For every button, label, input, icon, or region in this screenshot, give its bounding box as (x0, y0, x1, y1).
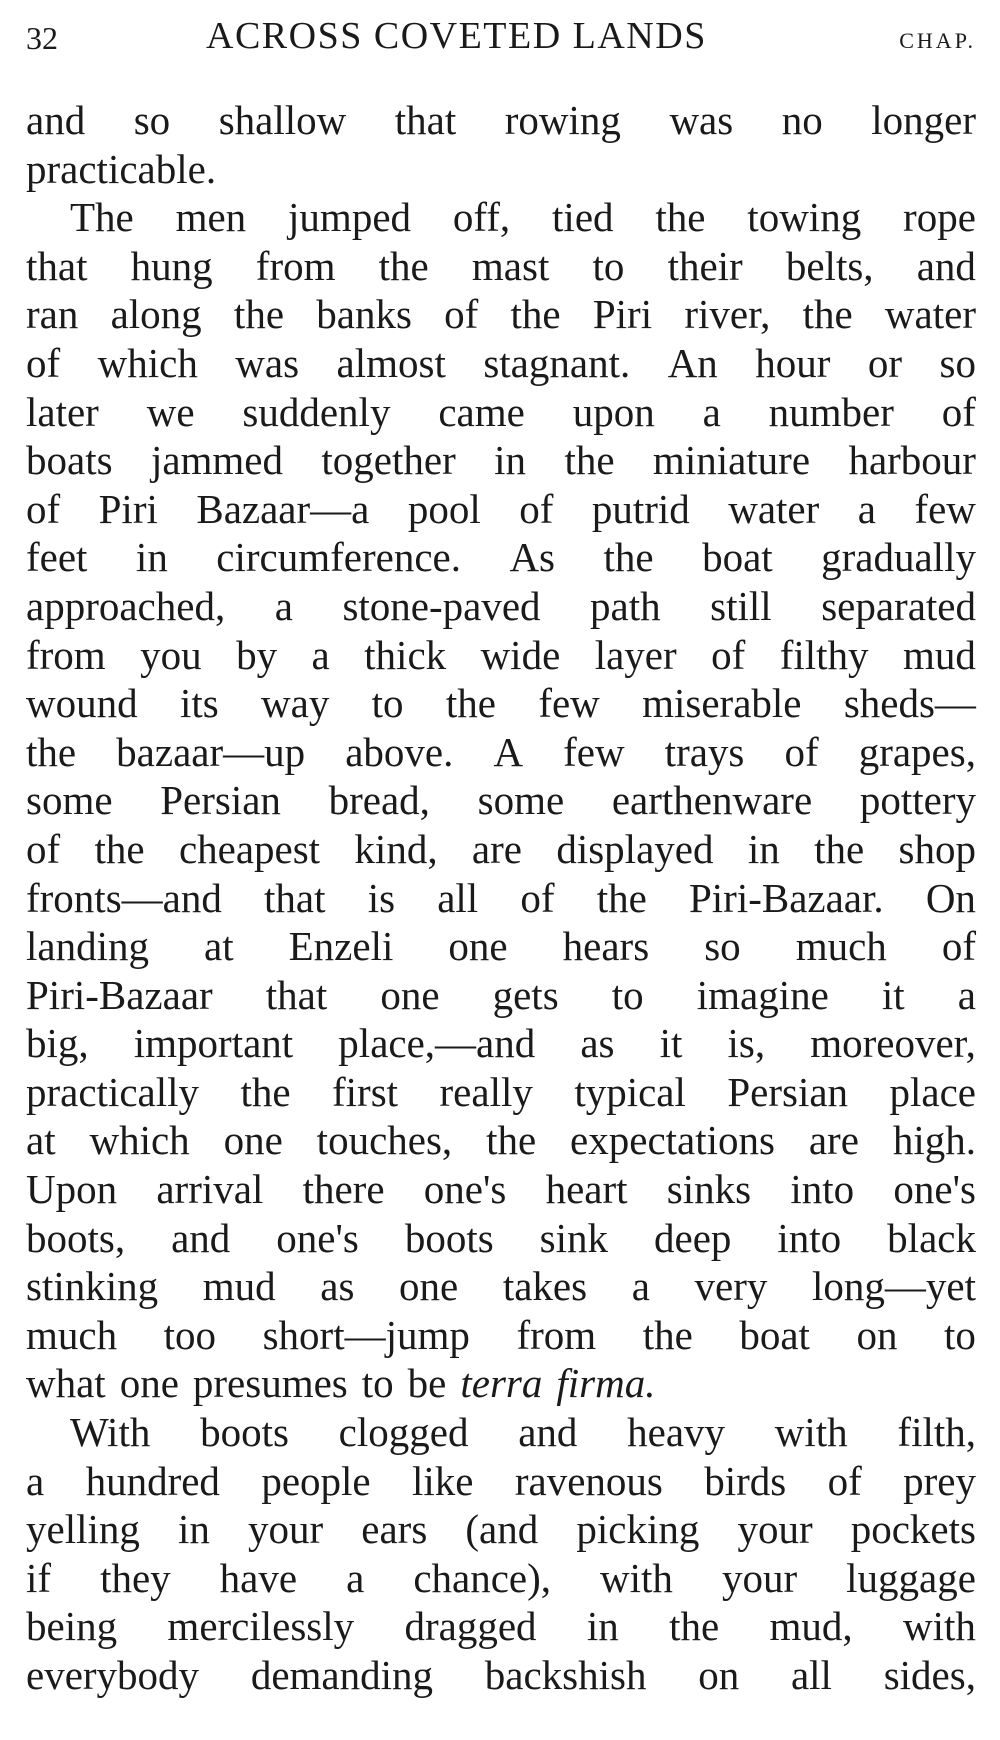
word: the (655, 194, 706, 241)
word: short—jump (262, 1311, 470, 1358)
word: be (407, 1360, 447, 1407)
word: and (518, 1409, 578, 1456)
word: few (914, 485, 976, 532)
text-line (26, 96, 976, 145)
word: circumference. (216, 534, 461, 581)
word: ravenous (514, 1457, 663, 1504)
word: mud, (769, 1603, 853, 1650)
word: on (698, 1652, 740, 1698)
word: few (538, 680, 600, 727)
word: heart (545, 1166, 628, 1213)
word: everybody (26, 1652, 200, 1698)
word: bread, (328, 777, 430, 824)
word: Bazaar—a (196, 485, 370, 532)
word: hour (755, 339, 831, 386)
word: mast (471, 242, 550, 289)
word: luggage (846, 1554, 976, 1601)
text-line (26, 631, 976, 680)
word: practically (26, 1068, 200, 1115)
word: pockets (850, 1506, 976, 1553)
word: On (925, 874, 976, 921)
word: ears (361, 1506, 428, 1553)
word: typical (574, 1068, 686, 1115)
word: filth, (897, 1409, 976, 1456)
word: prey (903, 1457, 976, 1504)
text-line (26, 1311, 976, 1360)
word: to (361, 1360, 394, 1407)
word: terra (460, 1360, 543, 1407)
word: thick (364, 631, 447, 678)
word: grapes, (858, 728, 976, 775)
word: of (784, 728, 819, 775)
word: came (438, 388, 525, 435)
word: yelling (26, 1506, 140, 1553)
word: as (320, 1263, 355, 1310)
word: gradually (821, 534, 976, 581)
word: and (916, 242, 976, 289)
word: With (70, 1409, 151, 1456)
word: one's (276, 1214, 359, 1261)
word: into (777, 1214, 842, 1261)
word: filthy (779, 631, 869, 678)
word: from (516, 1311, 597, 1358)
text-line (26, 1262, 976, 1311)
word: still (710, 582, 772, 629)
word: are (808, 1117, 859, 1164)
word: it (659, 1020, 683, 1067)
word: some (477, 777, 565, 824)
word: longer (871, 97, 976, 143)
word: too (163, 1311, 217, 1358)
text-line (26, 1457, 976, 1506)
word: was (235, 339, 300, 386)
word: birds (704, 1457, 787, 1504)
word: Upon (26, 1166, 118, 1213)
word: miserable (642, 680, 802, 727)
word: off, (452, 194, 511, 241)
word: together (321, 437, 456, 484)
word: boat (739, 1311, 810, 1358)
word: An (667, 339, 718, 386)
word: The (70, 194, 134, 241)
text-line (26, 1408, 976, 1457)
word: wound (26, 680, 138, 727)
text-line (26, 1019, 976, 1068)
text-line (26, 582, 976, 631)
text-line (26, 193, 976, 242)
word: is (367, 874, 396, 921)
word: few (563, 728, 625, 775)
word: with (903, 1603, 976, 1650)
word: what (26, 1360, 106, 1407)
word: first (332, 1068, 399, 1115)
text-line (26, 971, 976, 1020)
text-line (26, 1068, 976, 1117)
word: of (26, 485, 61, 532)
word: it (881, 971, 905, 1018)
word: one (399, 1263, 459, 1310)
text-line (26, 1214, 976, 1263)
word: Piri (98, 485, 158, 532)
text-line (26, 728, 976, 777)
word: or (867, 339, 903, 386)
word: high. (892, 1117, 976, 1164)
word: heavy (627, 1409, 726, 1456)
word: hears (562, 923, 650, 970)
word: black (887, 1214, 976, 1261)
word: banks (316, 291, 412, 338)
word: the (642, 1311, 693, 1358)
word: at (204, 923, 234, 970)
word: touches, (316, 1117, 453, 1164)
word: sides, (883, 1652, 976, 1698)
text-line (26, 145, 976, 194)
word: so (939, 339, 976, 386)
word: (and (465, 1506, 539, 1553)
word: one (380, 971, 440, 1018)
word: boats (26, 437, 113, 484)
word: place,—and (338, 1020, 536, 1067)
word: if (26, 1554, 52, 1601)
word: so (704, 923, 741, 970)
word: a (702, 388, 721, 435)
word: hung (130, 242, 213, 289)
word: the (596, 874, 647, 921)
word: deep (654, 1214, 732, 1261)
word: of (711, 631, 746, 678)
word: suddenly (242, 388, 391, 435)
word: one (223, 1117, 283, 1164)
word: big, (26, 1020, 89, 1067)
word: so (133, 97, 171, 143)
page-number: 32 (26, 20, 58, 56)
text-line (26, 1359, 976, 1408)
word: the (233, 291, 285, 338)
word: by (236, 631, 278, 678)
word: being (26, 1603, 118, 1650)
word: Persian (160, 777, 281, 824)
word: As (509, 534, 556, 581)
word: in (135, 534, 168, 581)
word: path (590, 582, 661, 629)
word: the (814, 825, 865, 872)
word: was (669, 97, 734, 143)
word: the (445, 680, 496, 727)
word: displayed (556, 825, 714, 872)
text-line (26, 436, 976, 485)
word: kind, (354, 825, 438, 872)
word: fronts—and (26, 874, 222, 921)
word: like (411, 1457, 474, 1504)
word: are (471, 825, 522, 872)
word: one's (423, 1166, 507, 1213)
word: shallow (218, 97, 347, 143)
word: pool (407, 485, 481, 532)
word: mercilessly (167, 1603, 355, 1650)
word: way (261, 680, 330, 727)
word: the (94, 825, 145, 872)
word: mud (202, 1263, 276, 1310)
word: one (119, 1360, 179, 1407)
word: in (586, 1603, 619, 1650)
word: the (603, 534, 654, 581)
word: place (889, 1068, 976, 1115)
word: above. (345, 728, 454, 775)
word: water (884, 291, 976, 338)
word: their (667, 242, 743, 289)
text-line (26, 1505, 976, 1554)
word: imagine (696, 971, 829, 1018)
word: chance), (413, 1554, 552, 1601)
word: of (520, 874, 555, 921)
word: they (100, 1554, 171, 1601)
chapter-label: CHAP. (899, 28, 976, 53)
word: from (26, 631, 106, 678)
word: A (493, 728, 524, 775)
word: that (394, 97, 457, 143)
word: in (747, 825, 780, 872)
word: some (26, 777, 113, 824)
text-line (26, 776, 976, 825)
text-line (26, 1116, 976, 1165)
word: stagnant. (483, 339, 631, 386)
word: Piri-Bazaar. (688, 874, 884, 921)
word: the (802, 291, 853, 338)
word: that (26, 242, 88, 289)
word: gets (492, 971, 559, 1018)
text-line (26, 1651, 976, 1700)
word: trays (664, 728, 745, 775)
text-line (26, 290, 976, 339)
word: which (89, 1117, 190, 1164)
word: Piri (592, 291, 653, 338)
word: harbour (848, 437, 976, 484)
word: the (510, 291, 561, 338)
word: jumped (288, 194, 412, 241)
word: shop (898, 825, 976, 872)
word: on (856, 1311, 898, 1358)
text-line (26, 388, 976, 437)
word: really (439, 1068, 533, 1115)
word: demanding (250, 1652, 433, 1698)
word: in (177, 1506, 210, 1553)
word: a (631, 1263, 650, 1310)
word: takes (502, 1263, 588, 1310)
word: layer (594, 631, 677, 678)
word: is, (727, 1020, 766, 1067)
word: Persian (727, 1068, 849, 1115)
word: boots, (26, 1214, 126, 1261)
word: at (26, 1117, 56, 1164)
text-line (26, 533, 976, 582)
word: your (248, 1506, 324, 1553)
word: sink (539, 1214, 609, 1261)
word: clogged (338, 1409, 469, 1456)
word: stone-paved (342, 582, 541, 629)
word: to (592, 242, 625, 289)
word: of (26, 825, 61, 872)
word: all (790, 1652, 832, 1698)
word: stinking (26, 1263, 159, 1310)
word: Enzeli (288, 923, 394, 970)
word: cheapest (178, 825, 321, 872)
text-line (26, 679, 976, 728)
word: putrid (591, 485, 690, 532)
page-header (26, 14, 976, 64)
word: and (26, 97, 86, 143)
text-line (26, 1602, 976, 1651)
word: men (175, 194, 247, 241)
word: wide (480, 631, 561, 678)
text-line (26, 874, 976, 923)
body-text (26, 96, 976, 1700)
word: tied (552, 194, 614, 241)
word: of (941, 923, 976, 970)
word: practicable. (26, 145, 217, 192)
word: boots (404, 1214, 494, 1261)
text-line (26, 825, 976, 874)
word: your (721, 1554, 798, 1601)
word: one (448, 923, 508, 970)
word: to (944, 1311, 976, 1358)
word: the (486, 1117, 537, 1164)
word: no (781, 97, 823, 143)
word: your (737, 1506, 813, 1553)
word: its (179, 680, 219, 727)
word: mud (902, 631, 976, 678)
word: in (494, 437, 527, 484)
word: miniature (652, 437, 811, 484)
word: as (580, 1020, 615, 1067)
word: which (97, 339, 198, 386)
text-line (26, 922, 976, 971)
word: of (26, 339, 61, 386)
word: of (941, 388, 976, 435)
text-line (26, 339, 976, 388)
text-line (26, 1165, 976, 1214)
word: expectations (570, 1117, 775, 1164)
word: separated (821, 582, 976, 629)
word: there (302, 1166, 385, 1213)
word: a (274, 582, 293, 629)
word: boots (200, 1409, 289, 1456)
word: of (827, 1457, 862, 1504)
word: sheds— (843, 680, 976, 727)
word: of (444, 291, 479, 338)
word: a (311, 631, 330, 678)
word: rowing (504, 97, 621, 143)
word: the (564, 437, 615, 484)
word: towing (747, 194, 862, 241)
text-line (26, 242, 976, 291)
word: jammed (150, 437, 284, 484)
word: the (26, 728, 77, 775)
word: the (240, 1068, 291, 1115)
text-line (26, 485, 976, 534)
word: later (26, 388, 99, 435)
word: the (378, 242, 429, 289)
word: with (600, 1554, 673, 1601)
word: upon (572, 388, 655, 435)
word: Piri-Bazaar (26, 971, 213, 1018)
word: long—yet (811, 1263, 976, 1310)
word: much (795, 923, 887, 970)
word: and (171, 1214, 231, 1261)
word: backshish (484, 1652, 647, 1698)
word: to (611, 971, 644, 1018)
word: into (790, 1166, 855, 1213)
word: all (437, 874, 479, 921)
word: of (519, 485, 554, 532)
word: a (346, 1554, 365, 1601)
word: along (110, 291, 202, 338)
word: earthenware (611, 777, 813, 824)
word: firma. (556, 1360, 656, 1407)
word: important (133, 1020, 294, 1067)
word: from (255, 242, 336, 289)
word: one's (893, 1166, 976, 1213)
word: have (219, 1554, 298, 1601)
word: much (26, 1311, 118, 1358)
text-line (26, 1554, 976, 1603)
word: pottery (859, 777, 976, 824)
word: belts, (785, 242, 874, 289)
word: moreover, (810, 1020, 976, 1067)
word: sinks (666, 1166, 752, 1213)
word: arrival (156, 1166, 264, 1213)
word: the (669, 1603, 720, 1650)
word: rope (903, 194, 976, 241)
word: a (857, 485, 876, 532)
running-title: ACROSS COVETED LANDS (206, 15, 707, 57)
word: a (26, 1457, 45, 1504)
word: hundred (85, 1457, 220, 1504)
word: picking (576, 1506, 700, 1553)
word: presumes (192, 1360, 348, 1407)
word: we (146, 388, 195, 435)
word: you (140, 631, 202, 678)
word: river, (684, 291, 771, 338)
word: number (768, 388, 894, 435)
word: landing (26, 923, 149, 970)
word: approached, (26, 582, 226, 629)
word: feet (26, 534, 88, 581)
word: bazaar—up (116, 728, 306, 775)
word: boat (702, 534, 773, 581)
word: almost (336, 339, 446, 386)
word: very (694, 1263, 768, 1310)
word: water (728, 485, 820, 532)
word: that (265, 971, 328, 1018)
word: that (264, 874, 326, 921)
word: with (774, 1409, 848, 1456)
word: to (371, 680, 404, 727)
word: dragged (404, 1603, 537, 1650)
word: a (957, 971, 976, 1018)
word: people (261, 1457, 371, 1504)
word: ran (26, 291, 79, 338)
